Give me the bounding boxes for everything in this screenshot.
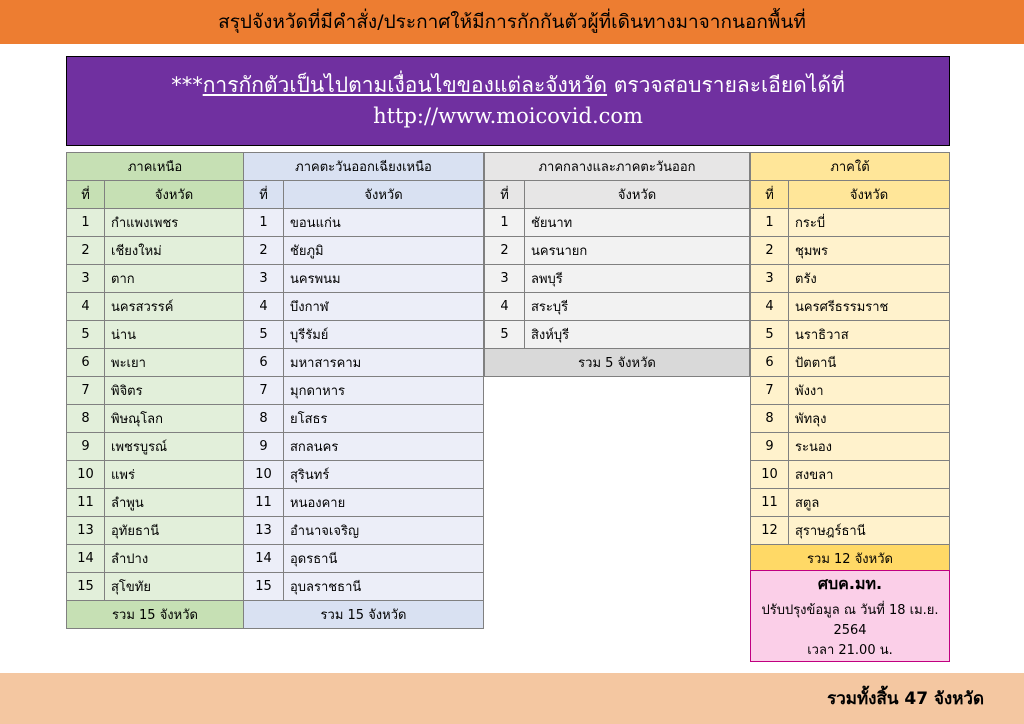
column-header-no: ที่ [485,181,525,209]
column-header-province: จังหวัด [105,181,244,209]
row-province: แพร่ [105,461,244,489]
row-province: ขอนแก่น [284,209,484,237]
region-table-central-east [484,152,750,377]
row-no: 8 [67,405,105,433]
row-province: นครพนม [284,265,484,293]
table-row [244,209,484,237]
table-row [67,405,244,433]
column-header-row [244,181,484,209]
table-row [485,209,750,237]
summary-row [751,545,950,573]
row-province: เชียงใหม่ [105,237,244,265]
row-no: 12 [751,517,789,545]
row-province: ลำพูน [105,489,244,517]
row-province: นราธิวาส [789,321,950,349]
row-province: บุรีรัมย์ [284,321,484,349]
column-header-province: จังหวัด [789,181,950,209]
table-row [485,293,750,321]
table-row [244,545,484,573]
table-row [67,377,244,405]
table-row [244,405,484,433]
row-province: พะเยา [105,349,244,377]
notice-prefix: *** [171,73,203,97]
row-no: 3 [751,265,789,293]
row-province: ระนอง [789,433,950,461]
row-province: อุดรธานี [284,545,484,573]
table-row [244,489,484,517]
table-row [485,237,750,265]
row-province: เพชรบูรณ์ [105,433,244,461]
row-no: 7 [244,377,284,405]
row-province: นครศรีธรรมราช [789,293,950,321]
row-province: สกลนคร [284,433,484,461]
row-province: พิจิตร [105,377,244,405]
region-title: ภาคกลางและภาคตะวันออก [485,153,750,181]
row-no: 14 [67,545,105,573]
row-no: 11 [244,489,284,517]
region-table-northeast [243,152,484,629]
source-title: ศบค.มท. [817,573,883,593]
region-title-row [485,153,750,181]
row-no: 10 [244,461,284,489]
row-no: 9 [244,433,284,461]
row-no: 13 [67,517,105,545]
footer-bar [0,673,1024,724]
table-row [751,433,950,461]
row-no: 4 [244,293,284,321]
row-province: ชัยนาท [525,209,750,237]
region-title: ภาคตะวันออกเฉียงเหนือ [244,153,484,181]
page-title: สรุปจังหวัดที่มีคำสั่ง/ประกาศให้มีการกักกันตัวผู้ที่เดินทางมาจากนอกพื้นที่ [218,11,806,33]
row-no: 6 [751,349,789,377]
row-no: 7 [751,377,789,405]
region-table-north [66,152,244,629]
table-row [67,489,244,517]
row-no: 2 [244,237,284,265]
table-row [67,321,244,349]
row-no: 6 [67,349,105,377]
table-row [244,293,484,321]
row-province: มหาสารคาม [284,349,484,377]
row-province: มุกดาหาร [284,377,484,405]
notice-underlined-text: การกักตัวเป็นไปตามเงื่อนไขของแต่ละจังหวัด [202,73,608,97]
grand-total: รวมทั้งสิ้น 47 จังหวัด [827,689,984,709]
summary-text: รวม 12 จังหวัด [751,545,950,573]
table-row [751,349,950,377]
row-province: กระบี่ [789,209,950,237]
table-row [244,461,484,489]
summary-row [244,601,484,629]
table-row [67,573,244,601]
table-row [751,237,950,265]
row-province: ตาก [105,265,244,293]
source-update-box [750,570,950,662]
row-province: พิษณุโลก [105,405,244,433]
column-header-row [67,181,244,209]
row-no: 7 [67,377,105,405]
row-no: 5 [751,321,789,349]
row-no: 3 [67,265,105,293]
column-header-no: ที่ [751,181,789,209]
row-no: 14 [244,545,284,573]
row-province: สุรินทร์ [284,461,484,489]
row-no: 10 [751,461,789,489]
summary-row [67,601,244,629]
source-update-date: ปรับปรุงข้อมูล ณ วันที่ 18 เม.ย. 2564 [761,602,939,638]
row-province: ปัตตานี [789,349,950,377]
row-no: 8 [244,405,284,433]
table-row [485,321,750,349]
row-no: 9 [751,433,789,461]
row-no: 5 [485,321,525,349]
row-no: 1 [485,209,525,237]
table-row [751,517,950,545]
row-province: น่าน [105,321,244,349]
header-bar [0,0,1024,44]
column-header-province: จังหวัด [284,181,484,209]
row-province: อุบลราชธานี [284,573,484,601]
row-no: 4 [485,293,525,321]
notice-line-1 [171,70,845,100]
notice-box [66,56,950,146]
table-row [244,377,484,405]
table-row [244,265,484,293]
row-province: พังงา [789,377,950,405]
row-no: 6 [244,349,284,377]
row-province: นครนายก [525,237,750,265]
table-row [751,265,950,293]
table-row [751,321,950,349]
column-header-no: ที่ [244,181,284,209]
row-province: ชัยภูมิ [284,237,484,265]
region-title: ภาคใต้ [751,153,950,181]
row-no: 11 [67,489,105,517]
row-province: หนองคาย [284,489,484,517]
row-province: ชุมพร [789,237,950,265]
row-no: 8 [751,405,789,433]
column-header-province: จังหวัด [525,181,750,209]
summary-text: รวม 15 จังหวัด [244,601,484,629]
table-row [67,545,244,573]
row-no: 3 [244,265,284,293]
region-title: ภาคเหนือ [67,153,244,181]
row-province: นครสวรรค์ [105,293,244,321]
row-province: สิงห์บุรี [525,321,750,349]
table-row [244,433,484,461]
row-no: 15 [67,573,105,601]
column-header-row [485,181,750,209]
row-province: บึงกาฬ [284,293,484,321]
table-row [751,293,950,321]
row-no: 1 [751,209,789,237]
row-no: 3 [485,265,525,293]
table-row [244,321,484,349]
row-province: อำนาจเจริญ [284,517,484,545]
table-row [67,461,244,489]
table-row [751,405,950,433]
row-no: 2 [751,237,789,265]
row-no: 5 [244,321,284,349]
column-header-no: ที่ [67,181,105,209]
table-row [751,461,950,489]
summary-row [485,349,750,377]
table-row [244,349,484,377]
table-row [67,265,244,293]
table-row [67,209,244,237]
row-no: 1 [244,209,284,237]
region-title-row [244,153,484,181]
row-no: 9 [67,433,105,461]
row-no: 2 [485,237,525,265]
row-no: 4 [751,293,789,321]
summary-text: รวม 15 จังหวัด [67,601,244,629]
row-no: 2 [67,237,105,265]
table-row [67,517,244,545]
notice-suffix: ตรวจสอบรายละเอียดได้ที่ [607,73,845,97]
table-row [67,293,244,321]
row-province: ยโสธร [284,405,484,433]
row-province: กำแพงเพชร [105,209,244,237]
table-row [244,573,484,601]
column-header-row [751,181,950,209]
table-row [751,377,950,405]
table-row [751,209,950,237]
row-province: สุราษฎร์ธานี [789,517,950,545]
region-title-row [751,153,950,181]
table-row [67,433,244,461]
row-province: พัทลุง [789,405,950,433]
row-province: ลพบุรี [525,265,750,293]
row-no: 1 [67,209,105,237]
table-row [67,237,244,265]
row-no: 10 [67,461,105,489]
table-row [485,265,750,293]
table-row [244,237,484,265]
row-no: 5 [67,321,105,349]
row-no: 11 [751,489,789,517]
region-table-south [750,152,950,573]
row-no: 4 [67,293,105,321]
row-province: ตรัง [789,265,950,293]
row-province: ลำปาง [105,545,244,573]
summary-text: รวม 5 จังหวัด [485,349,750,377]
row-no: 15 [244,573,284,601]
row-province: สตูล [789,489,950,517]
notice-url[interactable]: http://www.moicovid.com [373,104,643,128]
source-update-time: เวลา 21.00 น. [807,642,893,658]
row-province: สงขลา [789,461,950,489]
row-province: สระบุรี [525,293,750,321]
table-row [751,489,950,517]
region-title-row [67,153,244,181]
row-province: อุทัยธานี [105,517,244,545]
row-province: สุโขทัย [105,573,244,601]
row-no: 13 [244,517,284,545]
table-row [67,349,244,377]
table-row [244,517,484,545]
